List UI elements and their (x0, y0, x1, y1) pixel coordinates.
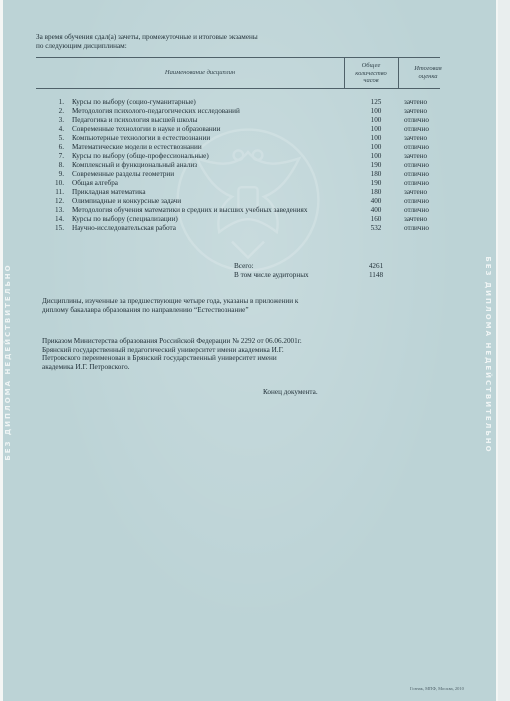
table-row (0, 170, 510, 179)
row-number: 12. (55, 197, 64, 205)
discipline-name: Комплексный и функциональный анализ (72, 161, 198, 169)
grade-value: отлично (404, 170, 429, 178)
discipline-name: Педагогика и психология высшей школы (72, 116, 198, 124)
row-number: 10. (55, 179, 64, 187)
table-row (0, 116, 510, 125)
hours-value: 100 (370, 152, 382, 160)
table-header-bottom-rule (36, 88, 440, 89)
header-grade-line-2: оценка (418, 72, 438, 80)
grade-value: отлично (404, 179, 429, 187)
header-hours-line-1: Общее (361, 62, 381, 69)
hours-value: 100 (370, 107, 382, 115)
auditory-label: В том числе аудиторных (234, 271, 309, 279)
discipline-name: Научно-исследовательская работа (72, 224, 176, 232)
header-hours-line-3: часов (363, 77, 379, 84)
header-hours-line-2: количество (355, 69, 387, 77)
discipline-name: Курсы по выбору (специализации) (72, 215, 178, 223)
row-number: 3. (58, 116, 64, 124)
discipline-name: Олимпиадные и конкурсные задачи (72, 197, 182, 205)
discipline-name: Прикладная математика (72, 188, 146, 196)
hours-value: 190 (370, 161, 382, 169)
end-of-document: Конец документа. (263, 388, 318, 396)
table-row (0, 125, 510, 134)
table-row (0, 107, 510, 116)
grade-value: отлично (404, 197, 429, 205)
hours-value: 400 (370, 197, 382, 205)
table-row (0, 188, 510, 197)
grade-value: зачтено (404, 134, 428, 142)
row-number: 2. (58, 107, 64, 115)
discipline-name: Курсы по выбору (социо-гуманитарные) (72, 98, 196, 106)
hours-value: 532 (370, 224, 382, 232)
header-hours (346, 62, 396, 85)
row-number: 7. (58, 152, 64, 160)
header-grade (400, 65, 456, 80)
grade-value: отлично (404, 224, 429, 232)
row-number: 6. (58, 143, 64, 151)
grade-value: отлично (404, 206, 429, 214)
paragraph2-line-2: Брянский государственный педагогический университет имени академика И.Г. (42, 345, 284, 354)
table-row (0, 134, 510, 143)
grade-value: зачтено (404, 188, 428, 196)
row-number: 13. (55, 206, 64, 214)
table-row (0, 215, 510, 224)
paragraph1-line-1: Дисциплины, изученные за предшествующие четыре года, указаны в приложении к (42, 297, 299, 305)
auditory-value: 1148 (368, 271, 384, 279)
paragraph2-line-3: Петровского переименован в Брянский государственный университет имени (42, 354, 277, 362)
hours-value: 400 (370, 206, 382, 214)
hours-value: 180 (370, 188, 382, 196)
discipline-name: Современные технологии в науке и образовании (72, 125, 221, 133)
side-text-right: БЕЗ ДИПЛОМА НЕДЕЙСТВИТЕЛЬНО (484, 256, 492, 454)
row-number: 8. (58, 161, 64, 169)
total-value: 4261 (368, 262, 384, 270)
row-number: 4. (58, 125, 64, 133)
row-number: 9. (58, 170, 64, 178)
printer-imprint: Гознак, МПФ, Москва, 2010 (410, 686, 464, 691)
discipline-name: Курсы по выбору (обще-профессиональные) (72, 152, 209, 160)
intro-line-1: За время обучения сдал(а) зачеты, промежуточные и итоговые экзамены (36, 33, 258, 41)
header-divider-1 (344, 58, 345, 88)
hours-value: 100 (370, 143, 382, 151)
grade-value: отлично (404, 116, 429, 124)
paragraph-previous-disciplines (42, 297, 298, 314)
table-row (0, 206, 510, 215)
grade-value: зачтено (404, 152, 428, 160)
discipline-name: Общая алгебра (72, 179, 118, 187)
grade-value: отлично (404, 143, 429, 151)
grade-value: отлично (404, 125, 429, 133)
header-grade-line-1: Итоговая (414, 65, 442, 72)
paragraph1-line-2: диплому бакалавра образования по направлению “Естествознание” (42, 305, 249, 314)
hours-value: 100 (370, 134, 382, 142)
table-header-top-rule (36, 57, 440, 58)
paragraph2-line-4: академика И.Г. Петровского. (42, 362, 130, 371)
grade-value: зачтено (404, 98, 428, 106)
table-row (0, 152, 510, 161)
table-row (0, 143, 510, 152)
hours-value: 125 (370, 98, 382, 106)
row-number: 1. (58, 98, 64, 106)
header-discipline: Наименование дисциплин (164, 69, 236, 76)
table-row (0, 161, 510, 170)
row-number: 5. (58, 134, 64, 142)
grade-value: зачтено (404, 107, 428, 115)
hours-value: 100 (370, 116, 382, 124)
table-row (0, 197, 510, 206)
table-row (0, 179, 510, 188)
paragraph-rename-order (42, 337, 302, 371)
table-row (0, 98, 510, 107)
hours-value: 100 (370, 125, 382, 133)
intro-text (36, 33, 258, 51)
hours-value: 190 (370, 179, 382, 187)
grade-value: зачтено (404, 215, 428, 223)
discipline-name: Методология обучения математики в средних и высших учебных заведениях (72, 206, 308, 214)
discipline-name: Компьютерные технологии в естествознании (72, 134, 211, 142)
table-row (0, 224, 510, 233)
side-text-left: БЕЗ ДИПЛОМА НЕДЕЙСТВИТЕЛЬНО (4, 263, 12, 461)
discipline-name: Современные разделы геометрии (72, 170, 175, 178)
row-number: 11. (55, 188, 64, 196)
total-label: Всего: (234, 262, 254, 270)
hours-value: 180 (370, 170, 382, 178)
row-number: 14. (55, 215, 64, 223)
row-number: 15. (55, 224, 64, 232)
discipline-name: Математические модели в естествознании (72, 143, 202, 151)
hours-value: 160 (370, 215, 382, 223)
discipline-name: Методология психолого-педагогических исследований (72, 107, 240, 115)
grade-value: отлично (404, 161, 429, 169)
paragraph2-line-1: Приказом Министерства образования Российской Федерации № 2292 от 06.06.2001г. (42, 337, 302, 345)
intro-line-2: по следующим дисциплинам: (36, 42, 127, 50)
header-divider-2 (398, 58, 399, 88)
